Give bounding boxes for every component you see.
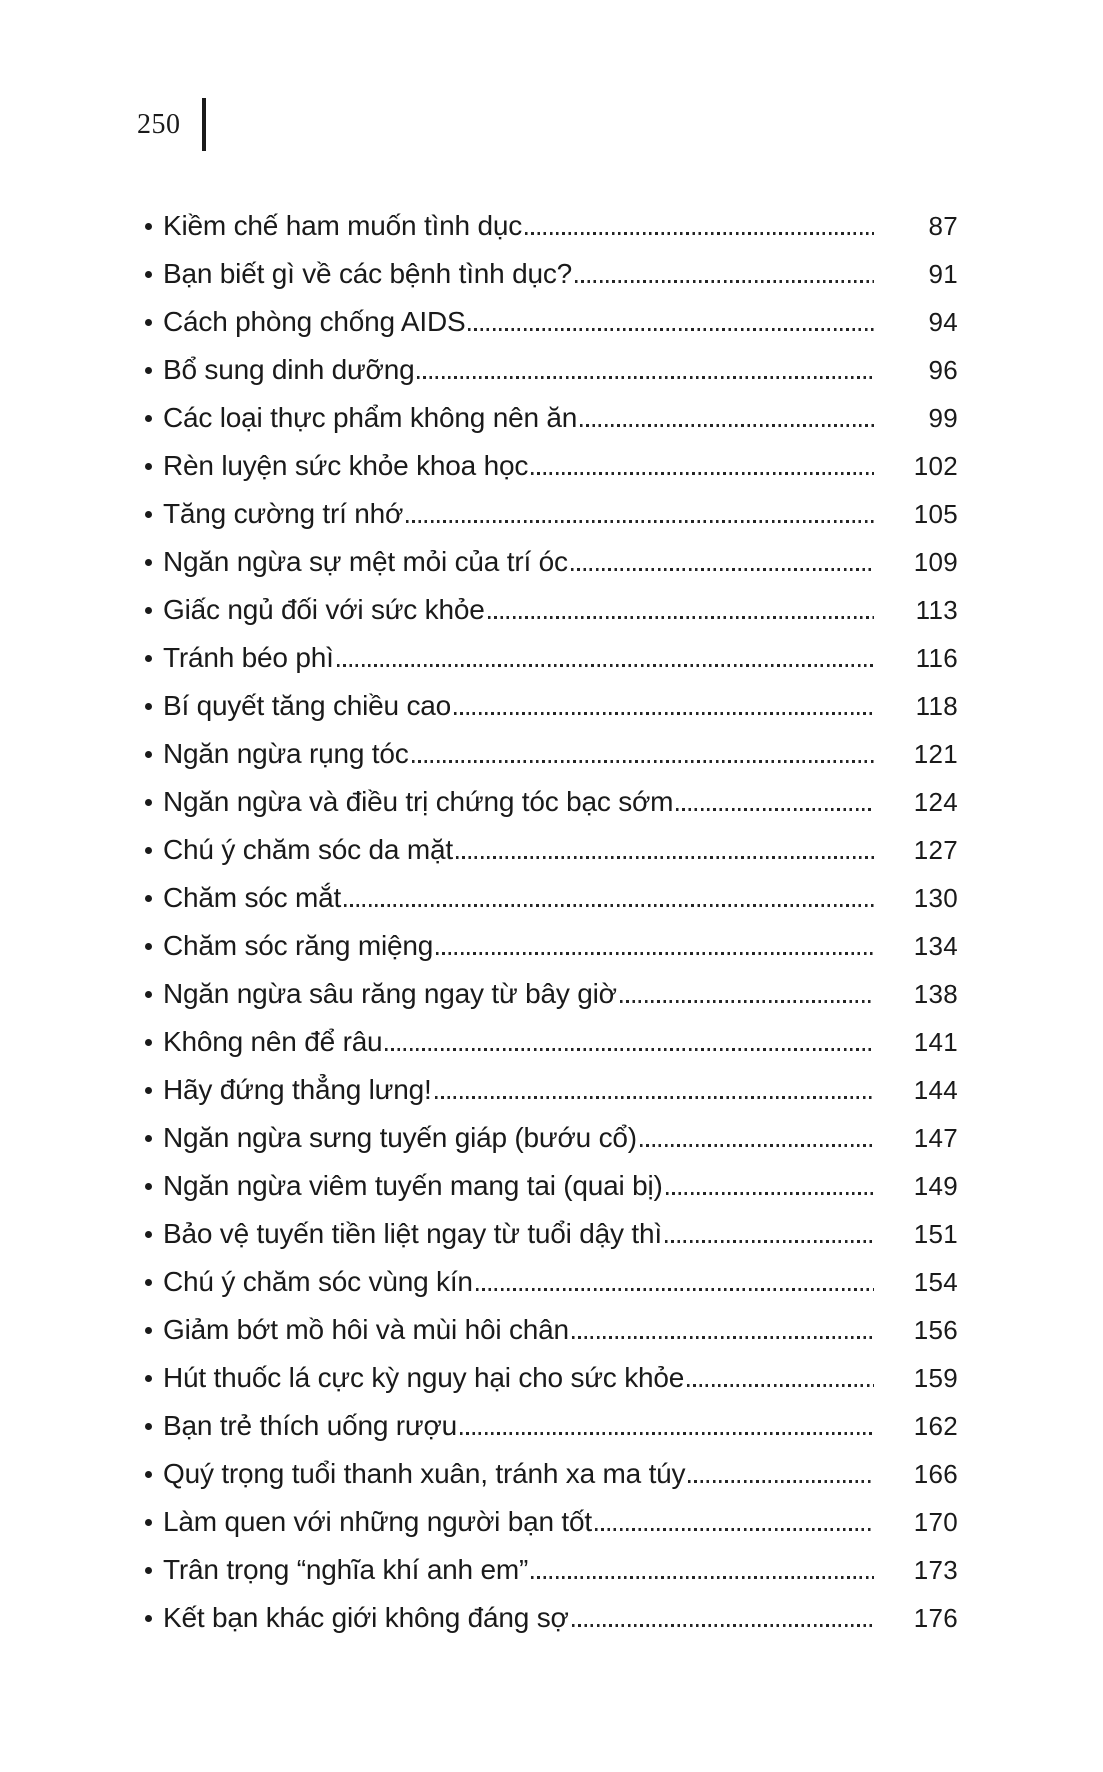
bullet-icon xyxy=(145,799,152,806)
toc-entry xyxy=(145,202,958,250)
toc-entry-title: Làm quen với những người bạn tốt xyxy=(163,1506,592,1537)
toc-entry-title: Ngăn ngừa rụng tóc xyxy=(163,738,409,769)
bullet-icon xyxy=(145,1183,152,1190)
toc-entry xyxy=(145,394,958,442)
dot-leader xyxy=(468,328,874,331)
toc-entry xyxy=(145,1210,958,1258)
toc-entry-title: Giảm bớt mồ hôi và mùi hôi chân xyxy=(163,1314,569,1345)
toc-entry-title: Bạn trẻ thích uống rượu xyxy=(163,1410,458,1441)
toc-entry xyxy=(145,1114,958,1162)
dot-leader xyxy=(595,1528,874,1531)
dot-leader xyxy=(460,1432,874,1435)
toc-entry-title: Rèn luyện sức khỏe khoa học xyxy=(163,450,529,481)
toc-entry-title: Tăng cường trí nhớ xyxy=(163,498,404,529)
toc-entry-page-number: 91 xyxy=(928,259,958,289)
toc-entry-title: Bí quyết tăng chiều cao xyxy=(163,690,452,721)
dot-leader xyxy=(571,568,874,571)
bullet-icon xyxy=(145,895,152,902)
dot-leader xyxy=(666,1192,874,1195)
bullet-icon xyxy=(145,991,152,998)
toc-entry-page-number: 99 xyxy=(928,403,958,433)
dot-leader xyxy=(412,760,874,763)
dot-leader xyxy=(488,616,874,619)
bullet-icon xyxy=(145,847,152,854)
toc-entry-title: Bổ sung dinh dưỡng xyxy=(163,354,415,385)
toc-entry-title: Hãy đứng thẳng lưng! xyxy=(163,1074,432,1105)
toc-entry-title: Chú ý chăm sóc vùng kín xyxy=(163,1266,473,1297)
toc-entry-title: Tránh béo phì xyxy=(163,642,334,673)
toc-entry-title: Kết bạn khác giới không đáng sợ xyxy=(163,1602,569,1633)
toc-entry-page-number: 147 xyxy=(913,1123,958,1153)
toc-entry-page-number: 176 xyxy=(913,1603,958,1633)
toc-entry-page-number: 151 xyxy=(913,1219,958,1249)
page-header xyxy=(137,98,206,151)
bullet-icon xyxy=(145,1279,152,1286)
toc-entry xyxy=(145,250,958,298)
toc-entry xyxy=(145,1018,958,1066)
toc-entry-page-number: 149 xyxy=(913,1171,958,1201)
bullet-icon xyxy=(145,1615,152,1622)
toc-entry-page-number: 113 xyxy=(915,595,958,625)
toc-entry xyxy=(145,1546,958,1594)
bullet-icon xyxy=(145,751,152,758)
toc-entry-page-number: 141 xyxy=(913,1027,958,1057)
toc-entry-title: Ngăn ngừa viêm tuyến mang tai (quai bị) xyxy=(163,1170,663,1201)
toc-entry xyxy=(145,1594,958,1642)
bullet-icon xyxy=(145,415,152,422)
dot-leader xyxy=(688,1480,874,1483)
bullet-icon xyxy=(145,1039,152,1046)
bullet-icon xyxy=(145,1087,152,1094)
dot-leader xyxy=(525,232,874,235)
bullet-icon xyxy=(145,1135,152,1142)
toc-entry-title: Giấc ngủ đối với sức khỏe xyxy=(163,594,485,625)
bullet-icon xyxy=(145,1567,152,1574)
bullet-icon xyxy=(145,511,152,518)
toc-entry xyxy=(145,1498,958,1546)
toc-entry-title: Quý trọng tuổi thanh xuân, tránh xa ma túy xyxy=(163,1458,686,1489)
toc-entry xyxy=(145,1066,958,1114)
toc-entry xyxy=(145,1162,958,1210)
toc-entry-page-number: 154 xyxy=(913,1267,958,1297)
dot-leader xyxy=(640,1144,874,1147)
dot-leader xyxy=(456,856,874,859)
dot-leader xyxy=(620,1000,874,1003)
bullet-icon xyxy=(145,607,152,614)
toc-entry-page-number: 96 xyxy=(928,355,958,385)
bullet-icon xyxy=(145,1327,152,1334)
toc-entry xyxy=(145,1450,958,1498)
bullet-icon xyxy=(145,1471,152,1478)
bullet-icon xyxy=(145,1423,152,1430)
dot-leader xyxy=(572,1624,874,1627)
dot-leader xyxy=(476,1288,874,1291)
dot-leader xyxy=(344,904,874,907)
toc-entry-title: Kiềm chế ham muốn tình dục xyxy=(163,210,522,241)
dot-leader xyxy=(665,1240,874,1243)
toc-entry xyxy=(145,970,958,1018)
dot-leader xyxy=(337,664,874,667)
toc-entry-title: Ngăn ngừa sự mệt mỏi của trí óc xyxy=(163,546,568,577)
toc-entry-title: Ngăn ngừa và điều trị chứng tóc bạc sớm xyxy=(163,786,674,817)
bullet-icon xyxy=(145,463,152,470)
toc-entry-page-number: 105 xyxy=(913,499,958,529)
toc-entry-page-number: 162 xyxy=(913,1411,958,1441)
bullet-icon xyxy=(145,655,152,662)
toc-list xyxy=(145,202,958,1642)
dot-leader xyxy=(572,1336,874,1339)
toc-entry-title: Các loại thực phẩm không nên ăn xyxy=(163,402,578,433)
toc-entry xyxy=(145,586,958,634)
toc-entry-page-number: 87 xyxy=(928,211,958,241)
bullet-icon xyxy=(145,1375,152,1382)
toc-entry-title: Chăm sóc răng miệng xyxy=(163,930,434,961)
toc-entry xyxy=(145,538,958,586)
dot-leader xyxy=(580,424,874,427)
dot-leader xyxy=(687,1384,874,1387)
dot-leader xyxy=(436,952,874,955)
bullet-icon xyxy=(145,559,152,566)
bullet-icon xyxy=(145,703,152,710)
toc-entry-title: Bạn biết gì về các bệnh tình dục? xyxy=(163,258,573,289)
toc-entry xyxy=(145,826,958,874)
toc-entry-page-number: 170 xyxy=(913,1507,958,1537)
toc-entry-page-number: 127 xyxy=(913,835,958,865)
toc-entry xyxy=(145,922,958,970)
dot-leader xyxy=(676,808,874,811)
toc-entry xyxy=(145,442,958,490)
dot-leader xyxy=(454,712,874,715)
toc-entry-page-number: 166 xyxy=(913,1459,958,1489)
toc-entry-title: Bảo vệ tuyến tiền liệt ngay từ tuổi dậy thì xyxy=(163,1218,662,1249)
dot-leader xyxy=(575,280,874,283)
toc-entry xyxy=(145,1354,958,1402)
toc-entry xyxy=(145,634,958,682)
toc-entry xyxy=(145,1258,958,1306)
toc-entry-page-number: 116 xyxy=(915,643,958,673)
toc-entry-title: Chăm sóc mắt xyxy=(163,882,342,913)
folio-page-number: 250 xyxy=(137,109,181,140)
bullet-icon xyxy=(145,319,152,326)
dot-leader xyxy=(385,1048,874,1051)
bullet-icon xyxy=(145,223,152,230)
toc-entry-title: Trân trọng “nghĩa khí anh em” xyxy=(163,1554,529,1585)
dot-leader xyxy=(531,1576,874,1579)
bullet-icon xyxy=(145,271,152,278)
dot-leader xyxy=(417,376,874,379)
bullet-icon xyxy=(145,367,152,374)
toc-entry-page-number: 130 xyxy=(913,883,958,913)
toc-entry-page-number: 109 xyxy=(913,547,958,577)
toc-entry xyxy=(145,298,958,346)
toc-entry-page-number: 159 xyxy=(913,1363,958,1393)
toc-entry-title: Ngăn ngừa sâu răng ngay từ bây giờ xyxy=(163,978,617,1009)
toc-entry xyxy=(145,874,958,922)
toc-entry-page-number: 102 xyxy=(913,451,958,481)
toc-entry-page-number: 144 xyxy=(913,1075,958,1105)
dot-leader xyxy=(406,520,874,523)
toc-entry-page-number: 124 xyxy=(913,787,958,817)
dot-leader xyxy=(435,1096,874,1099)
toc-entry-page-number: 121 xyxy=(913,739,958,769)
toc-entry-title: Hút thuốc lá cực kỳ nguy hại cho sức khỏe xyxy=(163,1362,685,1393)
toc-entry-page-number: 118 xyxy=(915,691,958,721)
toc-entry-page-number: 138 xyxy=(913,979,958,1009)
toc-entry-page-number: 173 xyxy=(913,1555,958,1585)
toc-entry xyxy=(145,1402,958,1450)
toc-entry-title: Ngăn ngừa sưng tuyến giáp (bướu cổ) xyxy=(163,1122,637,1153)
dot-leader xyxy=(531,472,874,475)
toc-entry xyxy=(145,1306,958,1354)
toc-entry xyxy=(145,490,958,538)
toc-entry xyxy=(145,346,958,394)
toc-entry-title: Cách phòng chống AIDS xyxy=(163,306,466,337)
toc-entry-page-number: 134 xyxy=(913,931,958,961)
bullet-icon xyxy=(145,1519,152,1526)
toc-entry-page-number: 156 xyxy=(913,1315,958,1345)
toc-entry-page-number: 94 xyxy=(928,307,958,337)
folio-divider-bar xyxy=(202,98,206,151)
bullet-icon xyxy=(145,943,152,950)
toc-entry xyxy=(145,682,958,730)
toc-entry-title: Không nên để râu xyxy=(163,1026,383,1057)
toc-entry xyxy=(145,730,958,778)
toc-entry xyxy=(145,778,958,826)
toc-entry-title: Chú ý chăm sóc da mặt xyxy=(163,834,453,865)
bullet-icon xyxy=(145,1231,152,1238)
